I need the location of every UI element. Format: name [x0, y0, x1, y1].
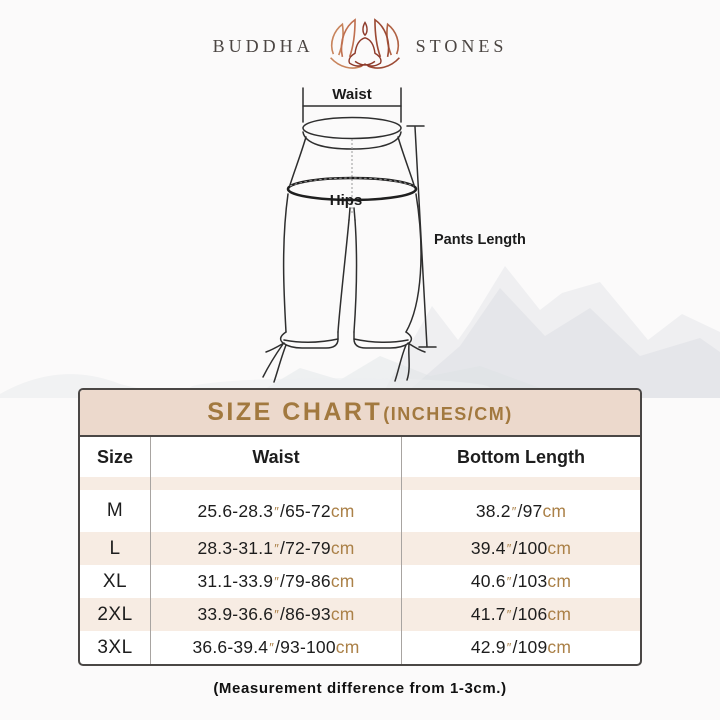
bottom-length-value: 40.6 ″ / 103 cm [470, 571, 572, 591]
inch-mark: ″ [274, 541, 279, 556]
size-value: L [80, 532, 151, 565]
table-row [80, 490, 640, 532]
inch-mark: ″ [506, 607, 512, 622]
column-header-row [80, 437, 640, 477]
size-chart-title-suffix: (INCHES/CM) [383, 403, 513, 424]
hips-label: Hips [329, 192, 363, 209]
waist-value: 25.6-28.3 ″ / 65-72 cm [151, 490, 402, 532]
inch-mark: ″ [269, 640, 275, 655]
table-row [80, 532, 640, 565]
brand-header [0, 16, 720, 76]
waist-label: Waist [332, 86, 372, 103]
inch-mark: ″ [274, 503, 279, 519]
cm-unit: cm [547, 604, 572, 624]
cm-unit: cm [330, 500, 355, 521]
bottom-length-value: 42.9 ″ / 109 cm [470, 637, 572, 657]
bottom-length-value: 41.7 ″ / 106 cm [470, 604, 572, 624]
cm-unit: cm [335, 637, 360, 657]
pants-length-label: Pants Length [434, 232, 526, 248]
inch-mark: ″ [274, 574, 279, 589]
size-value: 3XL [80, 631, 151, 664]
inch-mark: ″ [274, 607, 279, 622]
spacer-row [80, 477, 640, 490]
pants-measurement-diagram [250, 82, 550, 412]
size-value: 2XL [80, 598, 151, 631]
lotus-meditation-icon [327, 16, 403, 76]
inch-mark: ″ [511, 503, 517, 519]
bottom-length-value: 38.2 ″ / 97 cm [475, 500, 567, 521]
inch-mark: ″ [506, 541, 512, 556]
size-chart-table [78, 388, 642, 666]
inch-mark: ″ [506, 574, 512, 589]
size-chart-title: SIZE CHART [207, 398, 383, 426]
bottom-length-value: 39.4 ″ / 100 cm [470, 538, 572, 558]
measurement-note: (Measurement difference from 1-3cm.) [213, 680, 507, 697]
cm-unit: cm [330, 571, 355, 591]
size-value: M [80, 490, 151, 532]
table-row [80, 598, 640, 631]
waist-value: 28.3-31.1 ″ / 72-79 cm [151, 532, 402, 565]
inch-mark: ″ [506, 640, 512, 655]
cm-unit: cm [330, 538, 355, 558]
cm-unit: cm [547, 637, 572, 657]
brand-name-left: BUDDHA [212, 35, 314, 56]
column-header-size: Size [80, 437, 151, 477]
table-row [80, 631, 640, 664]
size-value: XL [80, 565, 151, 598]
cm-unit: cm [547, 538, 572, 558]
waist-value: 31.1-33.9 ″ / 79-86 cm [151, 565, 402, 598]
waist-value: 33.9-36.6 ″ / 86-93 cm [151, 598, 402, 631]
brand-name-right: STONES [415, 35, 508, 56]
cm-unit: cm [547, 571, 572, 591]
cm-unit: cm [330, 604, 355, 624]
size-chart-header-band [80, 390, 640, 437]
table-row [80, 565, 640, 598]
waist-value: 36.6-39.4 ″ / 93-100 cm [151, 631, 402, 664]
column-header-bottom-length: Bottom Length [457, 446, 585, 467]
column-header-waist: Waist [151, 437, 402, 477]
cm-unit: cm [542, 500, 567, 521]
